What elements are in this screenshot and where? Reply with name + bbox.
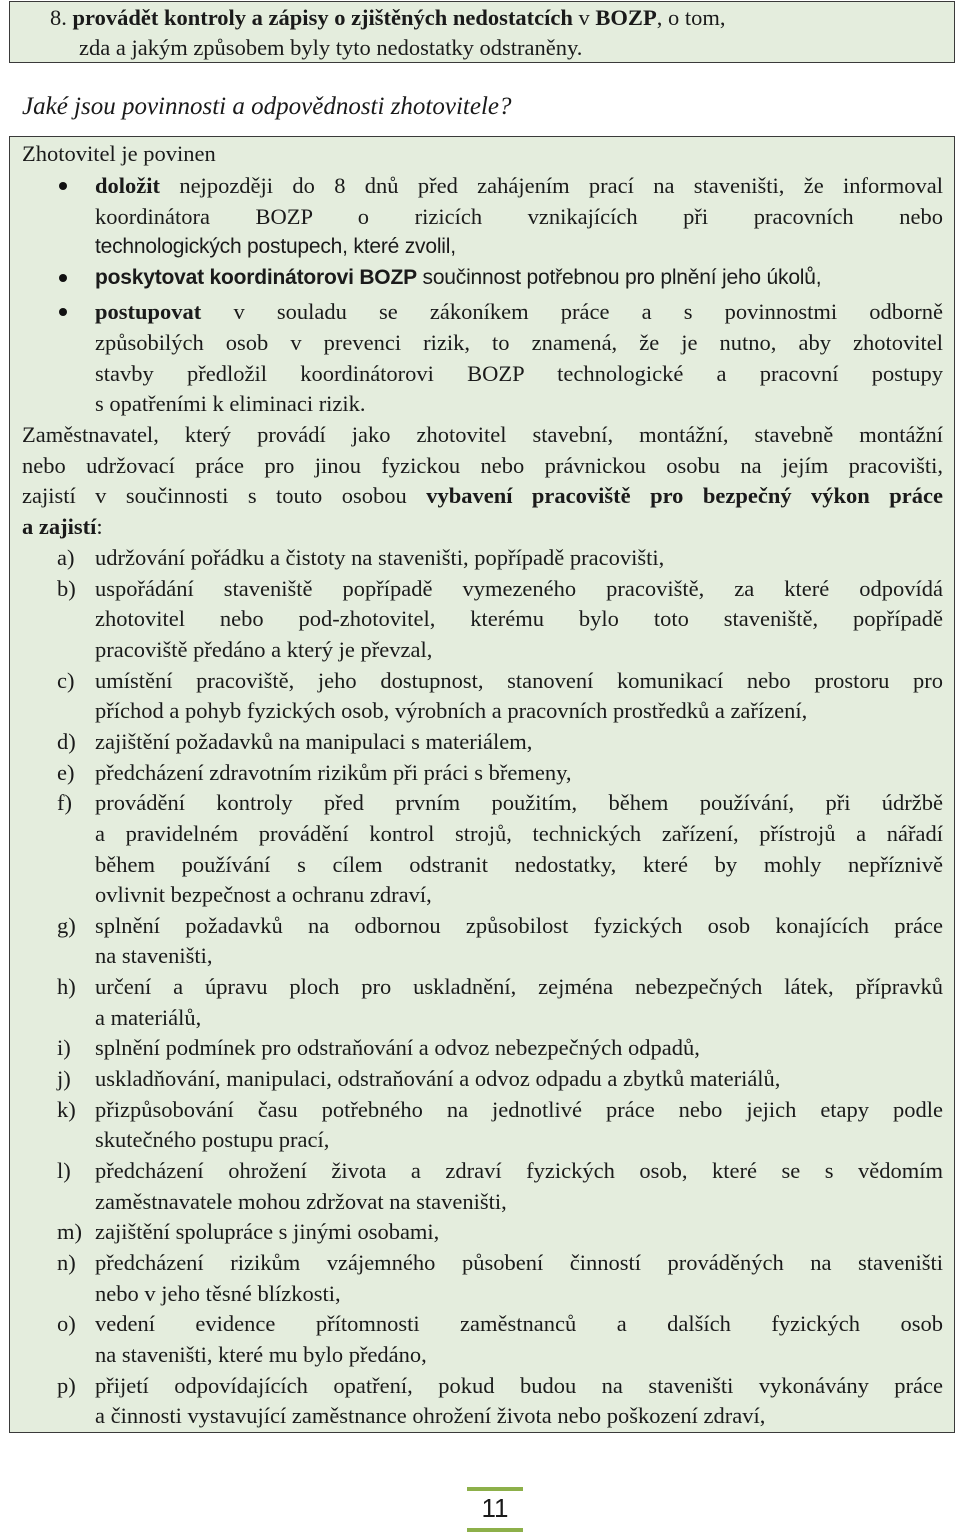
page-number-bar-bottom [467, 1528, 523, 1532]
intro-text: Zhotovitel je povinen [22, 141, 216, 166]
list-item-line: na staveništi, které mu bylo předáno, [95, 1341, 427, 1367]
bullet-dot [59, 274, 67, 282]
list-item-line: pracoviště předáno a který je převzal, [95, 636, 433, 662]
list-item-label: e) [57, 759, 75, 785]
list-item-line: určení a úpravu ploch pro uskladnění, zejména nebezpečných látek, přípravků [95, 974, 943, 1000]
list-item-line: příchod a pohyb fyzických osob, výrobních a pracovních prostředků a zařízení, [95, 698, 808, 724]
page-number: 11 [481, 1493, 509, 1523]
list-item-line: udržování pořádku a čistoty na staveništi, popřípadě pracovišti, [95, 545, 665, 570]
list-item-line: zaměstnavatele mohou zdržovat na staveništi, [95, 1188, 507, 1214]
list-item-line: zhotovitel nebo pod-zhotovitel, kterému bylo toto staveniště, popřípadě [95, 606, 943, 632]
section-8-line-1: 8. provádět kontroly a zápisy o zjištěných nedostatcích v BOZP, o tom, [50, 5, 726, 30]
bullet-dot [59, 182, 67, 190]
bullet-3-line-4: s opatřeními k eliminaci rizik. [95, 391, 366, 416]
list-item-line: předcházení rizikům vzájemného působení činností prováděných na staveništi [95, 1249, 943, 1275]
list-item-label: o) [57, 1311, 76, 1337]
list-item-line: během používání s cílem odstranit nedostatky, které by mohly nepříznivě [95, 851, 943, 877]
list-item-line: zajištění požadavků na manipulaci s materiálem, [95, 728, 533, 754]
list-item-label: k) [57, 1096, 76, 1122]
list-item-line: ovlivnit bezpečnost a ochranu zdraví, [95, 882, 432, 908]
list-item-line: nebo v jeho těsné blízkosti, [95, 1280, 341, 1306]
list-item-label: h) [57, 974, 76, 1000]
employer-line-4: a zajistí: [22, 514, 103, 539]
list-item-line: provádění kontroly před prvním použitím, během používání, při údržbě [95, 790, 943, 816]
bullet-3-line-2: způsobilých osob v prevenci rizik, to znamená, že je nutno, aby zhotovitel [95, 330, 943, 355]
list-item-line: uspořádání staveniště popřípadě vymezeného pracoviště, za které odpovídá [95, 575, 943, 601]
list-item-line: vedení evidence přítomnosti zaměstnanců a dalších fyzických osob [95, 1311, 943, 1337]
employer-line-2: nebo udržovací práce pro jinou fyzickou nebo právnickou osobu na jejím pracovišti, [22, 453, 943, 478]
page-heading: Jaké jsou povinnosti a odpovědnosti zhotovitele? [22, 93, 512, 120]
list-item-line: a materiálů, [95, 1004, 202, 1030]
list-item-label: l) [57, 1158, 71, 1183]
list-item-line: uskladňování, manipulaci, odstraňování a odvoz odpadu a zbytků materiálů, [95, 1066, 781, 1092]
section-8-line-2: zda a jakým způsobem byly tyto nedostatky odstraněny. [79, 35, 583, 60]
list-item-label: p) [57, 1372, 76, 1398]
list-item-line: předcházení zdravotním rizikům při práci s břemeny, [95, 759, 572, 785]
bullet-dot [59, 308, 67, 316]
list-item-line: umístění pracoviště, jeho dostupnost, stanovení komunikací nebo prostoru pro [95, 667, 943, 693]
list-item-label: d) [57, 728, 76, 754]
employer-line-3: zajistí v součinnosti s touto osobou vybavení pracoviště pro bezpečný výkon práce [22, 483, 943, 508]
bullet-1-line-1: doložit nejpozději do 8 dnů před zahájením prací na staveništi, že informoval [95, 173, 943, 198]
list-item-label: g) [57, 912, 76, 938]
list-item-label: c) [57, 667, 75, 693]
bullet-3-line-1: postupovat v souladu se zákoníkem práce a s povinnostmi odborně [95, 299, 943, 324]
list-item-line: přizpůsobování času potřebného na jednotlivé práce nebo jejich etapy podle [95, 1096, 943, 1122]
list-item-line: zajištění spolupráce s jinými osobami, [95, 1219, 440, 1245]
bullet-1-line-3: technologických postupech, které zvolil, [95, 235, 456, 258]
list-item-line: splnění podmínek pro odstraňování a odvoz nebezpečných odpadů, [95, 1035, 700, 1061]
list-item-line: a pravidelném provádění kontrol strojů, technických zařízení, přístrojů a nářadí [95, 820, 943, 846]
bullet-1-line-2: koordinátora BOZP o rizicích vznikajících při pracovních nebo [95, 204, 943, 229]
list-item-label: f) [57, 790, 72, 816]
list-item-line: splnění požadavků na odbornou způsobilost fyzických osob konajících práce [95, 912, 943, 938]
list-item-label: n) [57, 1249, 76, 1275]
list-item-label: b) [57, 575, 76, 601]
list-item-line: předcházení ohrožení života a zdraví fyzických osob, které se s vědomím [95, 1158, 943, 1183]
page-number-bar-top [467, 1487, 523, 1491]
employer-line-1: Zaměstnavatel, který provádí jako zhotovitel stavební, montážní, stavebně montážní [22, 422, 943, 447]
list-item-label: a) [57, 545, 75, 570]
list-item-line: skutečného postupu prací, [95, 1127, 330, 1153]
list-item-label: m) [57, 1219, 82, 1245]
list-item-line: a činnosti vystavující zaměstnance ohrožení života nebo poškození zdraví, [95, 1403, 766, 1429]
list-item-label: j) [57, 1066, 71, 1092]
list-item-label: i) [57, 1035, 71, 1061]
bullet-2-line-1: poskytovat koordinátorovi BOZP součinnost potřebnou pro plnění jeho úkolů, [95, 266, 822, 289]
list-item-line: přijetí odpovídajících opatření, pokud budou na staveništi vykonávány práce [95, 1372, 943, 1398]
bullet-3-line-3: stavby předložil koordinátorovi BOZP technologické a pracovní postupy [95, 361, 943, 386]
list-item-line: na staveništi, [95, 943, 213, 969]
